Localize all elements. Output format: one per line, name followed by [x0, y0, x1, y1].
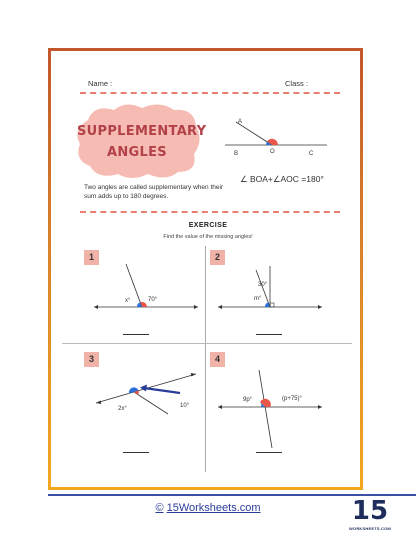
problem-1-diagram: [92, 258, 202, 320]
problem-4-crossing-line: [259, 370, 272, 448]
problem-3-badge: 3: [84, 352, 99, 367]
problem-4-diagram: [216, 362, 326, 452]
header-dashed-line: [80, 92, 340, 94]
formula-text: ∠ BOA+∠AOC =180°: [240, 174, 324, 184]
copyright-symbol: ©: [155, 502, 164, 514]
problem-4-label-9p: 9p°: [243, 397, 253, 403]
diagram-ray-oa: [236, 122, 272, 145]
problem-2-badge: 2: [210, 250, 225, 265]
logo-number: 15: [351, 496, 389, 526]
problem-1-badge: 1: [84, 250, 99, 265]
problem-3-diagram: [92, 362, 202, 432]
worksheets-logo: [350, 496, 390, 536]
problem-1-label-x: x°: [125, 298, 131, 304]
class-label: Class :: [285, 79, 308, 88]
problem-2-right-angle-mark: [270, 303, 274, 307]
problem-4-label-p75: (p+75)°: [282, 396, 302, 402]
problem-4-arrow-right: [318, 405, 322, 409]
point-b-label: B: [234, 151, 239, 157]
grid-horizontal-divider: [62, 343, 352, 344]
problem-3-arrow-right: [191, 373, 196, 377]
title-line-1: SUPPLEMENTARY: [77, 124, 207, 139]
name-label: Name :: [88, 79, 113, 88]
problem-3-pointer-arrow: [144, 388, 180, 393]
logo-text: WORKSHEETS.COM: [349, 526, 391, 531]
problem-1-answer-line: [123, 334, 149, 335]
problem-3-answer-line: [123, 452, 149, 453]
problem-4-answer-line: [256, 452, 282, 453]
exercise-title: EXERCISE: [188, 222, 228, 229]
footer-website-link[interactable]: 15Worksheets.com: [166, 502, 261, 514]
problem-3-ray: [134, 392, 168, 414]
point-o-label: O: [270, 149, 275, 155]
problem-3-label-2x: 2x°: [118, 406, 127, 412]
problem-3-arrow-left: [96, 401, 101, 405]
problem-2-arrow-right: [318, 305, 322, 309]
point-c-label: C: [309, 151, 314, 157]
supplementary-angle-diagram: [222, 108, 332, 160]
exercise-instruction: Find the value of the missing angles!: [163, 234, 253, 240]
problem-2-label-30: 30°: [258, 282, 268, 288]
section-dashed-line: [80, 211, 340, 213]
problem-2-label-m: m°: [254, 296, 262, 302]
problem-4-badge: 4: [210, 352, 225, 367]
problem-1-label-70: 70°: [148, 297, 158, 303]
problem-2-diagram: [216, 258, 326, 320]
definition-text: Two angles are called supplementary when their sum adds up to 180 degrees.: [84, 184, 224, 200]
point-a-label: A: [238, 119, 243, 125]
problem-2-answer-line: [256, 334, 282, 335]
problem-3-pointer-arrowhead: [140, 385, 147, 392]
problem-4-arrow-left: [218, 405, 222, 409]
problem-1-arrow-right: [194, 305, 198, 309]
problem-2-arrow-left: [218, 305, 222, 309]
grid-vertical-divider: [205, 246, 206, 472]
title-line-2: ANGLES: [107, 145, 167, 160]
problem-1-arrow-left: [94, 305, 98, 309]
problem-3-label-10: 10°: [180, 403, 190, 409]
